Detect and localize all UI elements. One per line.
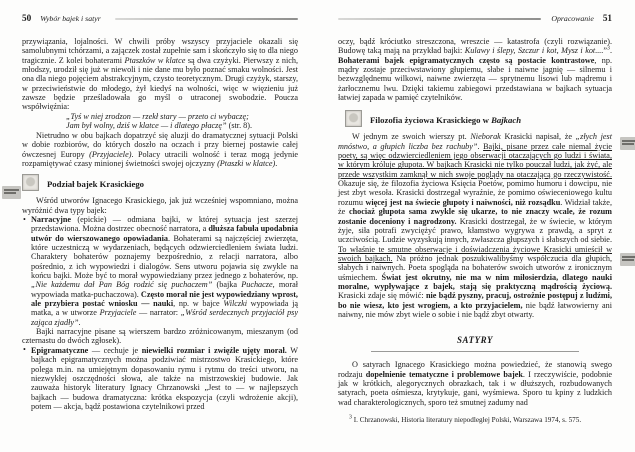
running-title-right: Opracowanie xyxy=(551,14,594,23)
picture-stamp-icon xyxy=(22,174,39,191)
picture-stamp-icon xyxy=(345,110,362,127)
page-header-right xyxy=(338,13,612,24)
verse-line-2: Jam był wolny, dziś w klatce — i dlatego płaczę” (str. 8). xyxy=(66,121,253,131)
header-rule-right xyxy=(338,18,541,20)
page-number-left: 50 xyxy=(22,13,32,23)
bullet-item-epigramatyczne: • Epigramatyczne — cechuje je niewielki rozmiar i zwięźle ujęty morał. W bajkach epigramatycznych można podziwiać mistrzostwo Krasickiego, które polega m.in. na umiejętnym dopasowaniu rymu i rytmu do treści utworu, na niezwykłej oszczędności słowa, ale także na mistrzowskiej budowie. Jak zauważa historyk literatury Ignacy Chrzanowski „Jest to — w najlepszych bajkach — budowa dramatyczna: krótka ekspozycja (czyli wdrożenie akcji), potem — akcja, bądź postawiona czytelnikowi przed xyxy=(22,346,298,411)
satyry-heading-block xyxy=(371,330,579,352)
section-heading-row-right xyxy=(345,110,612,127)
header-rule-left xyxy=(115,18,298,20)
margin-note-badge xyxy=(620,253,635,266)
paragraph-allusions: Nietrudno w obu bajkach dopatrzyć się aluzji do dramatycznej sytuacji Polski w dobie rozbiorów, do których doszło na oczach i przy biernej postawie całej ówczesnej Europy (Przyjaciele). Polacy utracili wolność i teraz mogą jedynie rozpamiętywać czasy minionej świetności swojej ojczyzny (Ptaszki w klatce). xyxy=(22,130,299,168)
paragraph-continuation-left: przywiązania, lojalności. W chwili próby wszyscy przyjaciele okazali się samolubnymi tchórzami, a zajączek został zupełnie sam i skończyło się to dla niego tragicznie. Z kolei bohaterami Ptaszków w klatce są dwa czyżyki. Pierwszy z nich, młodszy, urodził się już w niewoli i nie dane mu było poznać smaku wolności. Jest ona dla niego pojęciem abstrakcyjnym, czysto teoretycznym. Drugi czyżyk, starszy, w przeciwieństwie do młodego, żył kiedyś na wolności, więc w więzieniu już zawsze będzie prześladowała go myśl o utraconej swobodzie. Poucza współwięźnia: xyxy=(22,37,299,112)
paragraph-continuation-right: oczy, bądź króciutko streszczona, wreszcie — katastrofa (czyli rozwiązanie). Budowę taką mają na przykład bajki: Kulawy i ślepy, Szczur i kot, Mysz i kot....”$^3$. Bohaterami bajek epigramatycznych często są postacie kontrastowe, np. mądry zostaje przeciwstawiony głupiemu, słabe i naiwne jagnię — silnemu i bezwzględnemu wilkowi, naiwne zwierzęta — sprytnemu lisowi lub mądremu i żarłocznemu lwu. Dzięki takiemu zabiegowi przedstawiana w bajkach sytuacja łatwiej zapada w pamięć czytelników. xyxy=(338,37,612,103)
page-number-right: 51 xyxy=(602,13,612,23)
bullet-item-narracyjne: • Narracyjne (epickie) — odmiana bajki, w której sytuacja jest szerzej przedstawiona. Można dostrzec obecność narratora, a dłuższa fabuła upodabnia utwór do wierszowanego opowiadania. Bohaterami są najczęściej zwierzęta, które uczestniczą w wydarzeniach, będących odzwierciedleniem świata ludzi. Charaktery bohaterów poznajemy bezpośrednio, z relacji narratora, albo pośrednio, z ich wypowiedzi i dialogów. Sens utworu pojawia się zwykle na końcu bajki. Może być to morał wypowiedziany przez jednego z bohaterów, np. „Nie każdemu dał Pan Bóg rodzić się puchaczem” (bajka Puchacze, morał wypowiada matka-puchaczowa). Często morał nie jest wypowiedziany wprost, ale przybiera postać wniosku — nauki, np. w bajce Wilczki wypowiada ją matka, a w utworze Przyjaciele — narrator: „Wśród serdecznych przyjaciół psy zająca zjadły”. xyxy=(22,215,298,327)
page-header-left xyxy=(22,13,298,24)
page-right xyxy=(318,0,635,452)
paragraph-philosophy: W jednym ze swoich wierszy pt. Nieborak Krasicki napisał, że „złych jest mnóstwo, a głupich liczba bez rachuby”. Bajki, pisane przez całe niemal życie poety, są więc odzwierciedleniem jego obserwacji otaczających go ludzi i świata, w którym króluje głupota. W bajkach Krasicki nie tylko pouczał ludzi, jak żyć, ale przede wszystkim zamknął w nich swoje poglądy na otaczającą go rzeczywistość. Okazuje się, że filozofia życiowa Księcia Poetów, pomimo humoru i dowcipu, nie jest zbyt wesoła. Krasicki dostrzegał wyraźnie, że pomimo oświeceniowego kultu rozumu więcej jest na świecie głupoty i naiwności, niż rozsądku. Widział także, że chociaż głupota sama zwykle się ukarze, to nie znaczy wcale, że rozum zostanie doceniony i nagrodzony. Krasicki dostrzegał, że w świecie, w którym żyje, siła potrafi zwyciężyć prawo, kłamstwo wygrywa z prawdą, a spryt z uczciwością. Ludzie wyzyskują innych, zwłaszcza głupszych i słabszych od siebie. To właśnie te smutne obserwacje i doświadczenia życiowe Krasicki umieścił w swoich bajkach. Na próżno jednak poszukiwalibyśmy współczucia dla głupich, słabych i naiwnych. Poeta spogląda na bohaterów swoich utworów z ironicznym uśmiechem. Świat jest okrutny, nie ma w nim miłosierdzia, dlatego nauki moralne, wypływające z bajek, stają się praktyczną mądrością życiową. Krasicki zdaje się mówić: nie bądź pyszny, pracuj, ostrożnie postępuj z ludźmi, bo nie wiesz, kto jest wrogiem, a kto przyjacielem, nie bądź łatwowierny ani naiwny, nie mów zbyt wiele o sobie i nie bądź zbyt otwarty. xyxy=(338,132,613,319)
margin-note-badge xyxy=(2,186,21,199)
footnote: $^3$ I. Chrzanowski, Historia literatury niepodległej Polski, Warszawa 1974, s. 575. xyxy=(349,414,582,424)
section-heading-filozofia: Filozofia życiowa Krasickiego w Bajkach xyxy=(370,115,522,126)
section-heading-row-left xyxy=(22,174,298,191)
verse-quote xyxy=(66,112,298,131)
paragraph-types-intro: Wśród utworów Ignacego Krasickiego, jak już wcześniej wspomniano, można wyróżnić dwa typy bajek: xyxy=(22,196,298,215)
satyry-heading: SATYRY xyxy=(457,335,493,346)
paragraph-narrative-meter: Bajki narracyjne pisane są wierszem bardzo zróżnicowanym, mieszanym (od czternastu do dwóch zgłosek). xyxy=(22,327,298,346)
section-heading-podzial: Podział bajek Krasickiego xyxy=(47,179,145,190)
paragraph-satyry: O satyrach Ignacego Krasickiego można powiedzieć, że stanowią swego rodzaju dopełnienie tematyczne i problemowe bajek. I rzeczywiście, podobnie jak w krótkich, alegorycznych obrazkach, tak i w dłuższych, rozbudowanych satyrach, poeta ośmiesza, krytykuje, gani, wyśmiewa. Sporo tu kpiny z ludzkich wad charakterologicznych, sporo też smutnej zadumy nad xyxy=(338,360,612,407)
margin-note-badge xyxy=(620,137,635,150)
running-title-left: Wybór bajek i satyr xyxy=(40,14,101,23)
verse-line-1: „Tyś w niej zrodzon — rzekł stary — przeto ci wybaczę; xyxy=(66,111,249,121)
